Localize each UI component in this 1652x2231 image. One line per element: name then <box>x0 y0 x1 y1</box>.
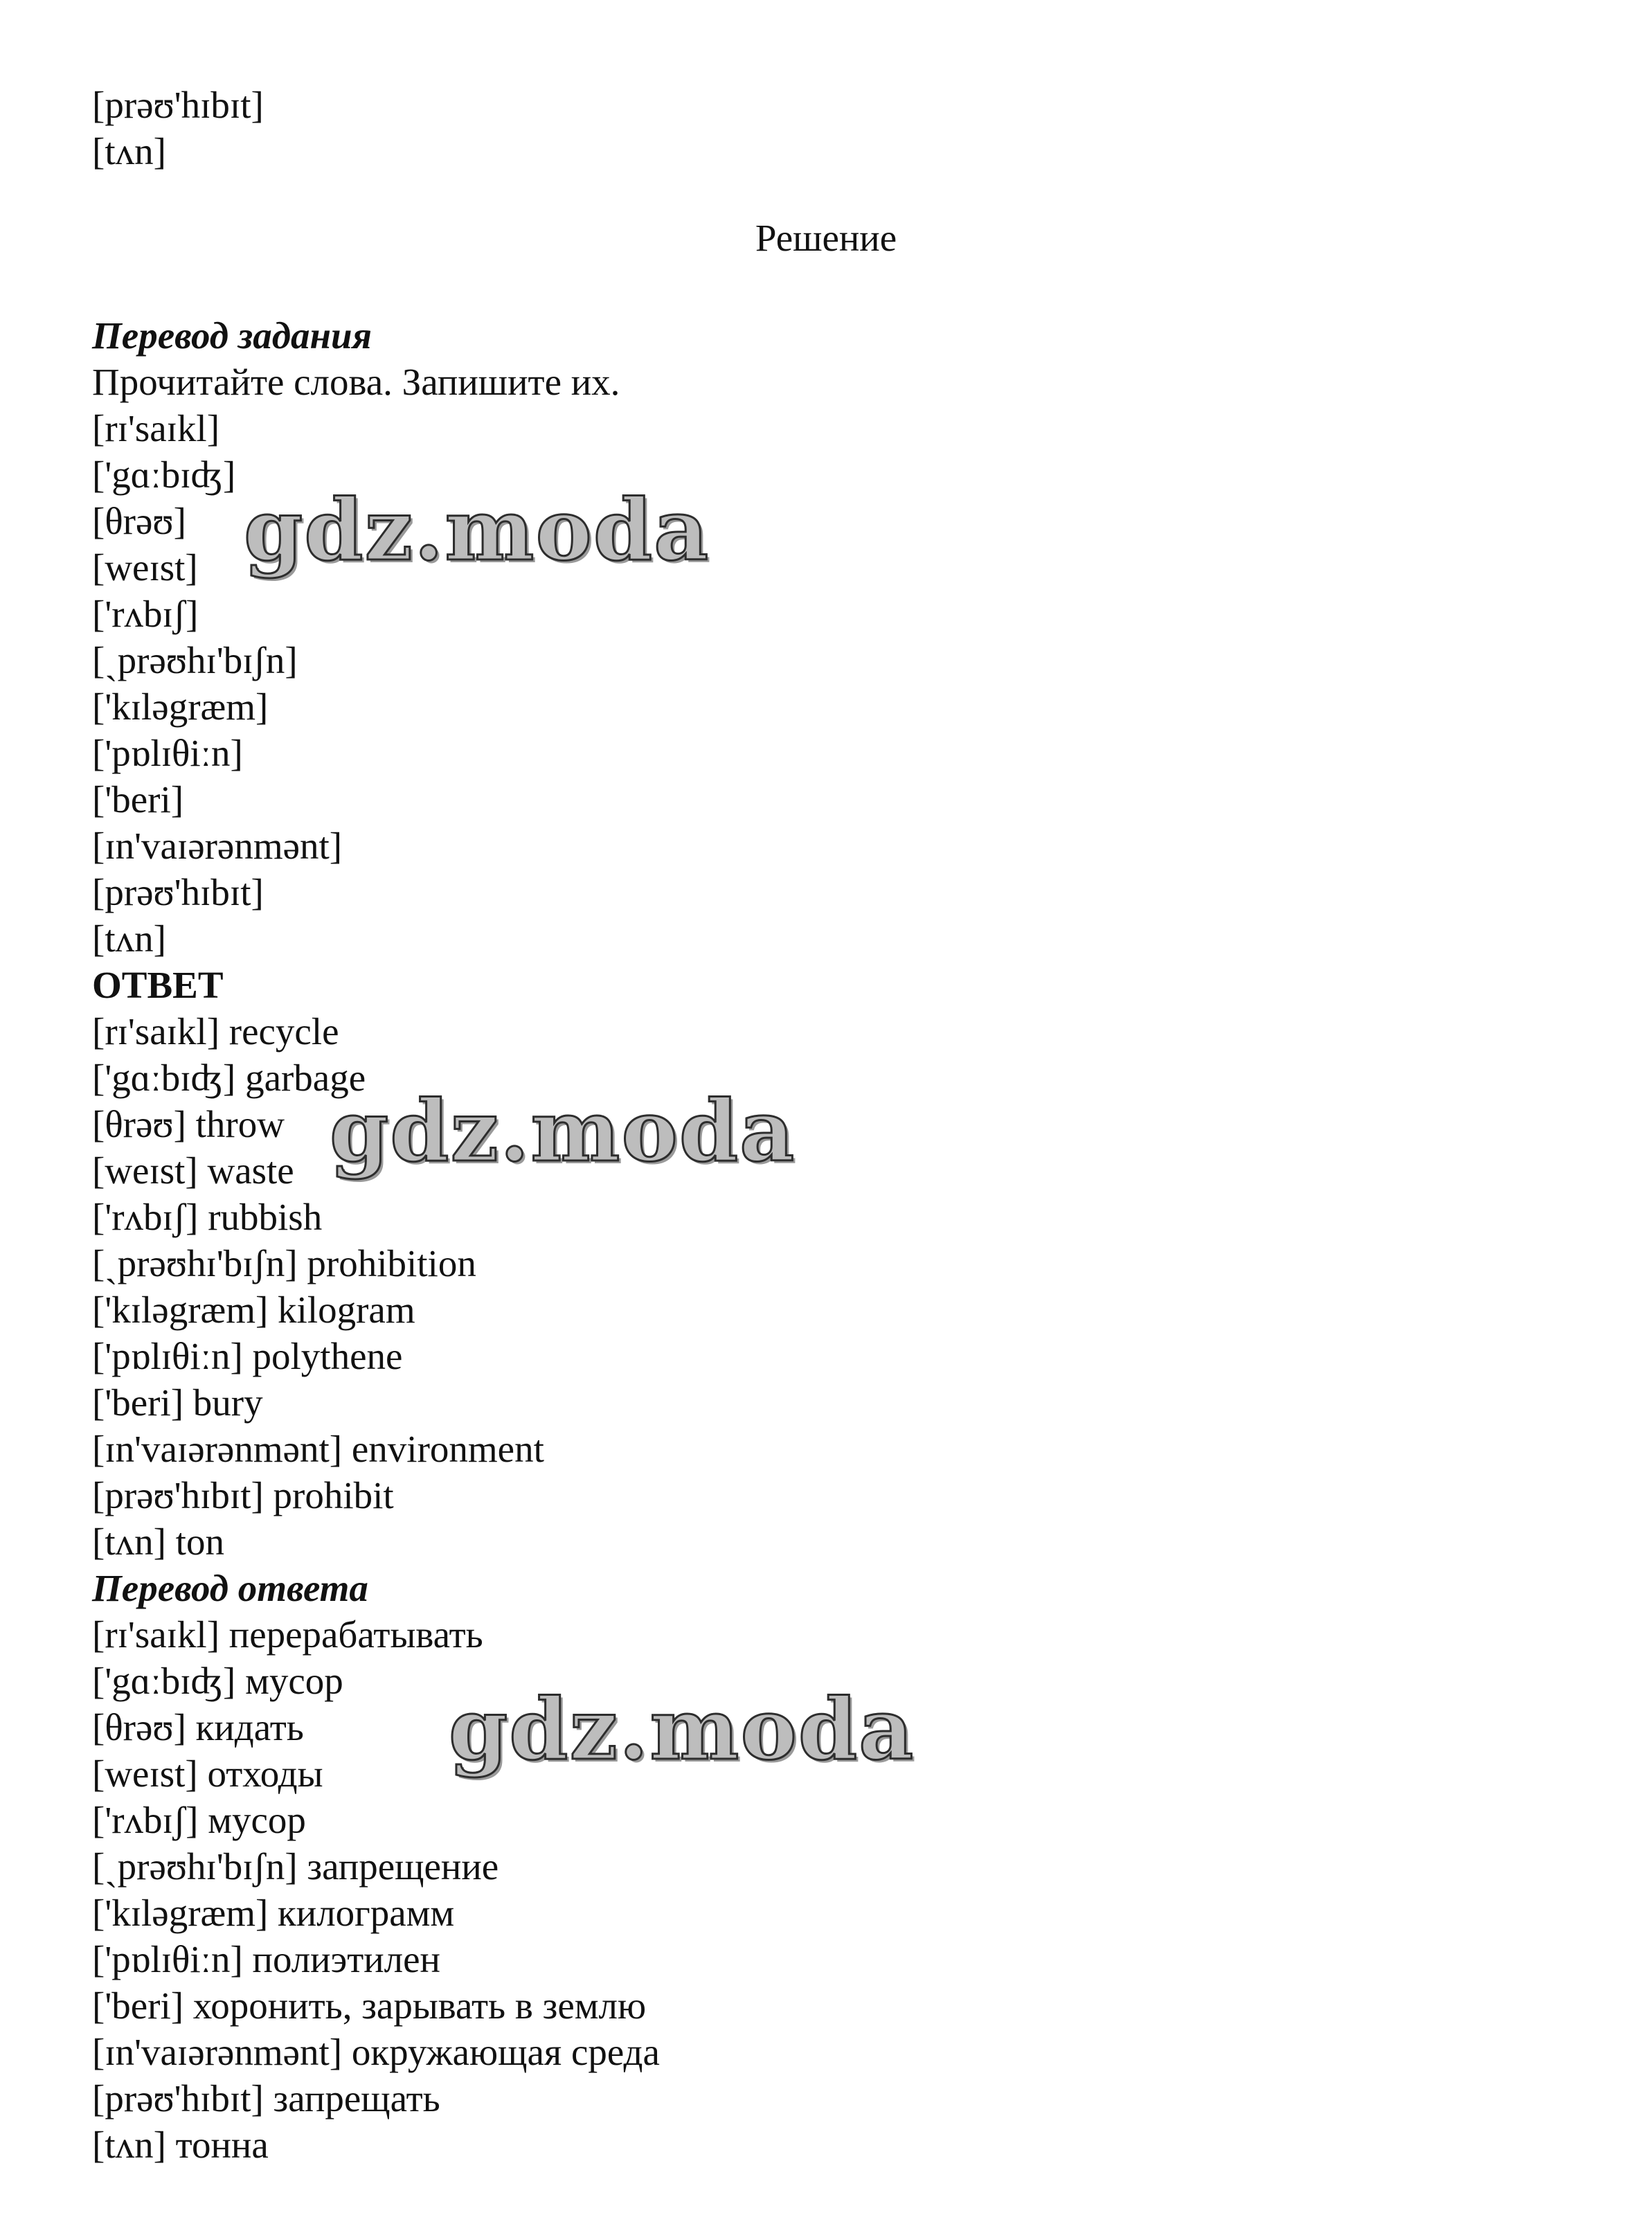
list-item: [ɪn'vaɪərənmənt] environment <box>92 1428 544 1470</box>
list-item: [ˏprəʊhɪ'bɪʃn] prohibition <box>92 1242 476 1284</box>
watermark: gdz.moda <box>244 480 710 580</box>
list-item: [ɪn'vaɪərənmənt] <box>92 825 343 867</box>
list-item: ['kɪləgræm] kilogram <box>92 1289 415 1331</box>
watermark: gdz.moda <box>330 1081 796 1181</box>
task-instruction: Прочитайте слова. Запишите их. <box>92 361 620 403</box>
list-item: ['pɒlɪθiːn] полиэтилен <box>92 1938 440 1980</box>
list-item: [weɪst] waste <box>92 1149 294 1192</box>
answer-translation-heading: Перевод ответа <box>92 1567 368 1609</box>
answer-heading: ОТВЕТ <box>92 964 224 1006</box>
list-item: [weɪst] <box>92 546 198 589</box>
top-line: [prəʊ'hɪbɪt] <box>92 84 264 126</box>
task-translation-heading: Перевод задания <box>92 314 372 357</box>
list-item: ['pɒlɪθiːn] <box>92 732 243 774</box>
list-item: [tʌn] <box>92 917 166 960</box>
list-item: ['rʌbɪʃ] мусор <box>92 1799 306 1841</box>
list-item: [rɪ'saɪkl] перерабатывать <box>92 1613 483 1656</box>
list-item: ['gɑːbɪʤ] garbage <box>92 1057 366 1099</box>
list-item: ['gɑːbɪʤ] <box>92 454 236 496</box>
document-body <box>92 82 1546 2168</box>
list-item: [ˏprəʊhɪ'bɪʃn] <box>92 639 298 681</box>
spacer <box>92 267 1546 312</box>
answer-items-list <box>92 1008 1546 1565</box>
list-item: [prəʊ'hɪbɪt] prohibit <box>92 1474 394 1516</box>
list-item: [prəʊ'hɪbɪt] <box>92 871 264 913</box>
list-item: ['kɪləgræm] <box>92 686 269 728</box>
list-item: [ɪn'vaɪərənmənt] окружающая среда <box>92 2031 660 2073</box>
list-item: [ˏprəʊhɪ'bɪʃn] запрещение <box>92 1845 499 1888</box>
list-item: [θrəʊ] кидать <box>92 1706 304 1748</box>
list-item: ['pɒlɪθiːn] polythene <box>92 1335 403 1377</box>
list-item: [tʌn] тонна <box>92 2124 269 2166</box>
list-item: [θrəʊ] <box>92 500 186 542</box>
list-item: ['beri] bury <box>92 1381 263 1424</box>
list-item: [rɪ'saɪkl] recycle <box>92 1010 339 1052</box>
solution-title: Решение <box>755 217 897 259</box>
list-item: ['rʌbɪʃ] <box>92 593 199 635</box>
list-item: ['kɪləgræm] килограмм <box>92 1892 455 1934</box>
list-item: ['beri] <box>92 778 184 821</box>
list-item: ['beri] хоронить, зарывать в землю <box>92 1984 647 2027</box>
top-line: [tʌn] <box>92 130 166 172</box>
list-item: [prəʊ'hɪbɪt] запрещать <box>92 2077 440 2120</box>
spacer <box>92 174 1546 220</box>
list-item: [tʌn] ton <box>92 1521 224 1563</box>
list-item: ['rʌbɪʃ] rubbish <box>92 1196 323 1238</box>
list-item: ['gɑːbɪʤ] мусор <box>92 1660 343 1702</box>
list-item: [θrəʊ] throw <box>92 1103 285 1145</box>
list-item: [rɪ'saɪkl] <box>92 407 220 449</box>
watermark: gdz.moda <box>449 1679 915 1779</box>
list-item: [weɪst] отходы <box>92 1753 323 1795</box>
